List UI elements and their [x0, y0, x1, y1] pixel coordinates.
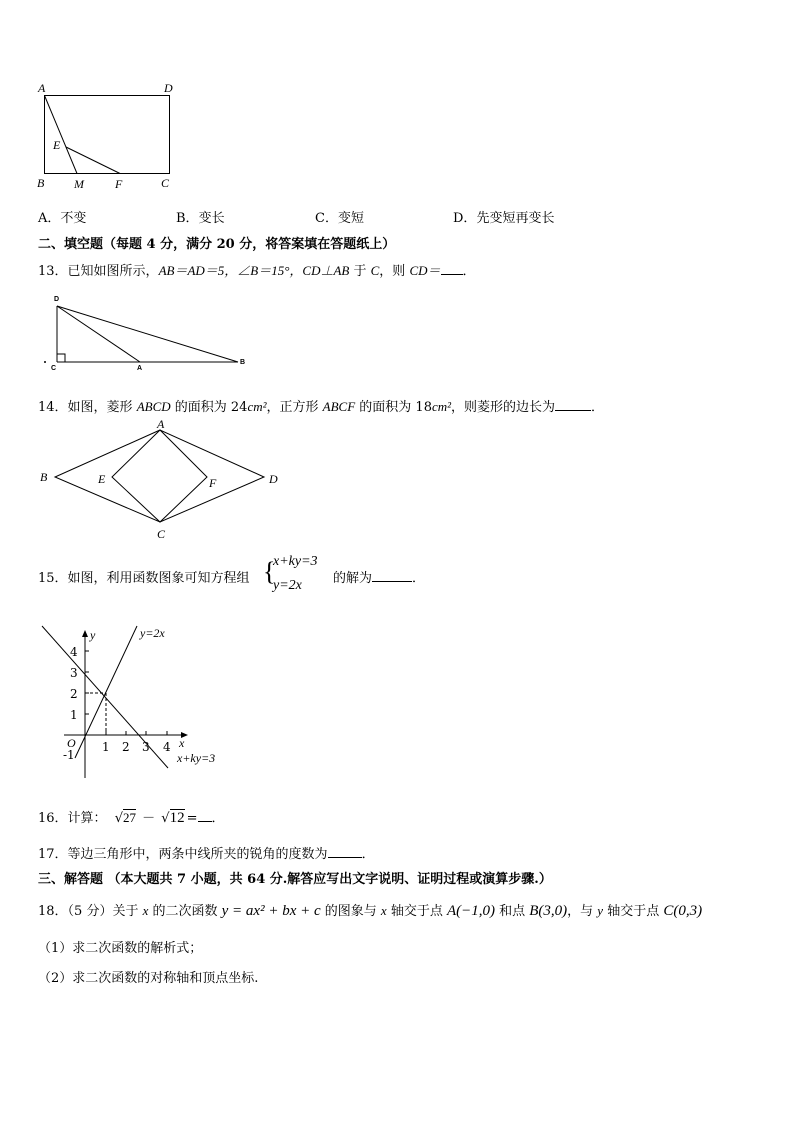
point-b: B(3,0) — [529, 903, 568, 919]
question-15-tail — [333, 567, 425, 586]
label-b: B — [240, 359, 246, 366]
label-c: C — [161, 176, 170, 190]
x-axis-label: x — [179, 736, 185, 750]
question-18 — [38, 900, 702, 920]
label-d: D — [54, 296, 60, 303]
question-math: cm² — [247, 399, 267, 414]
label-e: E — [98, 472, 106, 486]
line-label-y-2x: y=2x — [140, 626, 165, 640]
quadratic-function: y = ax² + bx + c — [221, 903, 321, 919]
section-heading-solutions: 三、解答题 （本大题共 7 小题，共 64 分.解答应写出文字说明、证明过程或演算步骤.） — [38, 872, 552, 887]
line-y-2x — [75, 626, 137, 758]
choice-text: 先变短再变长 — [476, 211, 555, 226]
label-d: D — [269, 472, 278, 486]
sqrt-27 — [115, 810, 136, 826]
choice-text: 变长 — [198, 211, 225, 226]
label-f: F — [209, 476, 217, 490]
y-tick-label: 4 — [70, 645, 78, 659]
label-a: A — [157, 417, 165, 431]
question-text: ，则菱形的边长为 — [451, 400, 556, 415]
label-b: B — [37, 176, 45, 190]
question-18-part-1: （1）求二次函数的解析式； — [38, 941, 203, 956]
label-f: F — [115, 177, 123, 191]
question-text: ． — [591, 400, 605, 415]
question-text: 的二次函数 — [148, 904, 222, 919]
radical-sign: √ — [114, 811, 123, 826]
question-math: y — [597, 903, 604, 918]
question-text: 和点 — [494, 904, 530, 919]
question-score: （5 分） — [67, 904, 113, 919]
label-c: C — [51, 365, 57, 372]
label-a: A — [38, 81, 46, 95]
label-c: C — [157, 527, 166, 541]
question-number: 14． — [38, 400, 68, 415]
origin-label: O — [67, 736, 76, 750]
question-text: ． — [412, 571, 426, 586]
point-a: A(−1,0) — [446, 903, 495, 919]
question-17 — [38, 843, 375, 862]
label-a: A — [137, 365, 143, 372]
label-d: D — [164, 81, 173, 95]
y-tick-label: 2 — [70, 687, 78, 701]
question-number: 17． — [38, 847, 68, 862]
question-number: 16． — [38, 811, 68, 826]
radicand: 27 — [123, 810, 136, 825]
answer-blank[interactable] — [328, 845, 362, 858]
question-math: AB＝AD＝5，∠B＝15°，CD⊥AB — [158, 263, 350, 278]
label-b: B — [40, 470, 48, 484]
x-tick-label: 3 — [142, 740, 150, 754]
answer-blank[interactable] — [555, 398, 591, 411]
function-graph — [0, 0, 260, 800]
question-math: cm² — [431, 399, 452, 414]
choice-c[interactable] — [315, 207, 364, 226]
question-text: 轴交于点 — [386, 904, 447, 919]
question-number: 18． — [38, 904, 68, 919]
x-tick-label: 4 — [163, 740, 171, 754]
question-text: ． — [361, 847, 375, 862]
y-axis-arrow — [82, 630, 88, 637]
question-text: ． — [211, 811, 225, 826]
question-math: C — [370, 263, 380, 278]
question-text: ． — [462, 264, 476, 279]
minus-sign: － — [142, 811, 156, 826]
choice-text: 变短 — [337, 211, 364, 226]
question-text: 轴交于点 — [603, 904, 664, 919]
question-text: 已知如图所示， — [67, 264, 159, 279]
line-label-x-ky-3: x+ky=3 — [177, 751, 216, 765]
y-tick-label: 3 — [70, 666, 78, 680]
radicand: 12 — [169, 810, 185, 826]
system-brace: { — [263, 557, 276, 586]
question-number: 15． — [38, 571, 68, 586]
answer-blank[interactable] — [372, 569, 412, 582]
y-tick-label: -1 — [63, 748, 75, 762]
choice-letter: D． — [453, 211, 477, 226]
section-heading-fill-in: 二、填空题（每题 4 分，满分 20 分，将答案填在答题纸上） — [38, 237, 396, 252]
choice-letter: A． — [38, 211, 61, 226]
label-m: M — [74, 177, 84, 191]
choice-letter: C． — [315, 211, 338, 226]
label-e: E — [53, 138, 61, 152]
answer-blank[interactable] — [441, 262, 463, 275]
question-math: ABCF — [322, 399, 356, 414]
y-tick-label: 1 — [70, 708, 78, 722]
question-text: ，正方形 — [266, 400, 323, 415]
answer-blank[interactable] — [198, 809, 212, 822]
question-text: 的面积为 18 — [355, 400, 432, 415]
question-text: ，则 — [379, 264, 410, 279]
choice-letter: B． — [176, 211, 199, 226]
question-16 — [38, 807, 225, 827]
question-text: 的图象与 — [320, 904, 381, 919]
y-axis-label: y — [90, 628, 96, 642]
equation-2: y=2x — [273, 578, 302, 593]
equation-1: x+ky=3 — [273, 554, 318, 569]
x-tick-label: 1 — [102, 740, 110, 754]
question-18-part-2: （2）求二次函数的对称轴和顶点坐标. — [38, 971, 259, 986]
sqrt-12 — [161, 810, 184, 827]
question-text: 的面积为 24 — [170, 400, 248, 415]
question-text: 于 — [349, 264, 371, 279]
equals-sign: = — [186, 811, 198, 826]
radical-sign: √ — [161, 811, 170, 826]
question-text: 关于 — [112, 904, 143, 919]
question-text: 的解为 — [333, 571, 373, 586]
choice-text: 不变 — [60, 211, 87, 226]
question-number: 13． — [38, 264, 68, 279]
question-math: x — [380, 903, 387, 918]
question-text: ，与 — [567, 904, 598, 919]
question-text: 如图，利用函数图象可知方程组 — [67, 571, 250, 586]
choice-d[interactable] — [453, 207, 554, 226]
question-math: CD＝ — [409, 263, 441, 278]
point-c: C(0,3) — [663, 903, 703, 919]
question-math: ABCD — [136, 399, 171, 414]
question-text: 计算： — [67, 811, 107, 826]
question-text: 如图，菱形 — [67, 400, 137, 415]
question-math: x — [142, 903, 149, 918]
x-tick-label: 2 — [122, 740, 130, 754]
question-text: 等边三角形中，两条中线所夹的锐角的度数为 — [67, 847, 328, 862]
